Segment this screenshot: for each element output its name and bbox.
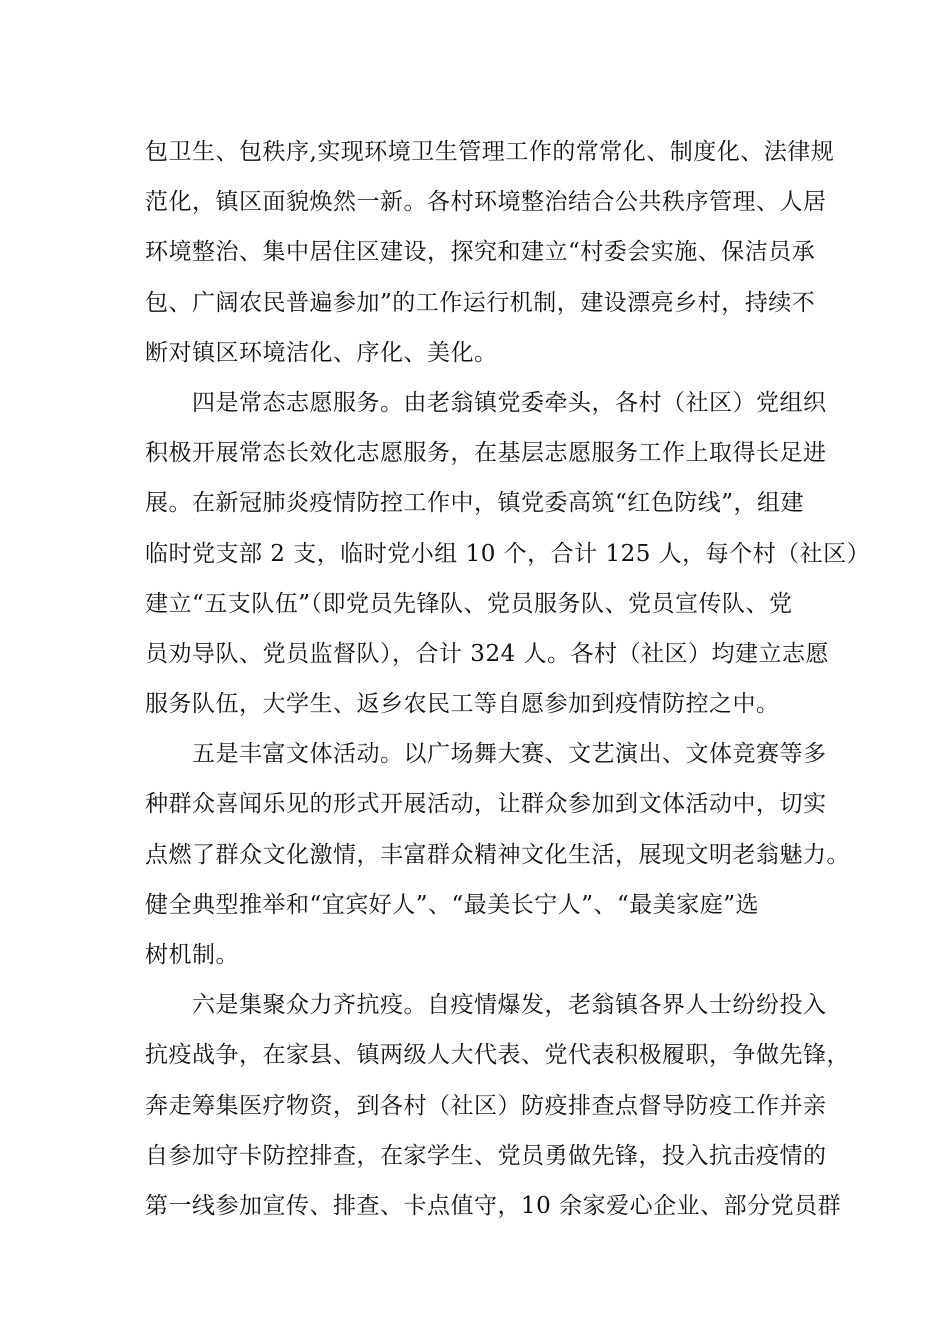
text-line: 范化，镇区面貌焕然一新。各村环境整治结合公共秩序管理、人居 <box>145 189 827 216</box>
text-line: 树机制。 <box>145 942 239 968</box>
text-line: 临时党支部 2 支，临时党小组 10 个，合计 125 人，每个村（社区） <box>145 540 871 567</box>
paragraph-first-line: 四是常态志愿服务。由老翁镇党委牵头，各村（社区）党组织 <box>192 389 827 416</box>
body-text <box>145 127 871 1231</box>
text-line: 建立“五支队伍”（即党员先锋队、党员服务队、党员宣传队、党 <box>145 590 793 617</box>
text-line: 环境整治、集中居住区建设，探究和建立“村委会实施、保洁员承 <box>145 239 816 266</box>
text-line: 种群众喜闻乐见的形式开展活动，让群众参加到文体活动中，切实 <box>145 791 827 818</box>
paragraph-first-line: 五是丰富文体活动。以广场舞大赛、文艺演出、文体竞赛等多 <box>192 741 827 768</box>
text-line: 员劝导队、党员监督队），合计 324 人。各村（社区）均建立志愿 <box>145 640 830 667</box>
text-line: 健全典型推举和“宜宾好人”、“最美长宁人”、“最美家庭”选 <box>145 891 760 918</box>
paragraph-first-line: 六是集聚众力齐抗疫。自疫情爆发，老翁镇各界人士纷纷投入 <box>192 992 827 1019</box>
text-line: 积极开展常态长效化志愿服务，在基层志愿服务工作上取得长足进 <box>145 440 827 467</box>
text-line: 服务队伍，大学生、返乡农民工等自愿参加到疫情防控之中。 <box>145 691 780 718</box>
text-line: 抗疫战争，在家县、镇两级人大代表、党代表积极履职，争做先锋， <box>145 1042 850 1069</box>
text-line: 断对镇区环境洁化、序化、美化。 <box>145 339 498 366</box>
text-line: 展。在新冠肺炎疫情防控工作中，镇党委高筑“红色防线”，组建 <box>145 490 805 517</box>
text-line: 点燃了群众文化激情，丰富群众精神文化生活，展现文明老翁魅力。 <box>145 841 850 868</box>
text-line: 自参加守卡防控排查，在家学生、党员勇做先锋，投入抗击疫情的 <box>145 1142 827 1169</box>
text-line: 包、广阔农民普遍参加”的工作运行机制，建设漂亮乡村，持续不 <box>145 289 816 316</box>
text-line: 第一线参加宣传、排查、卡点值守，10 余家爱心企业、部分党员群 <box>145 1192 842 1219</box>
text-line: 奔走筹集医疗物资，到各村（社区）防疫排查点督导防疫工作并亲 <box>145 1092 827 1119</box>
text-line: 包卫生、包秩序,实现环境卫生管理工作的常常化、制度化、法律规 <box>145 139 835 165</box>
